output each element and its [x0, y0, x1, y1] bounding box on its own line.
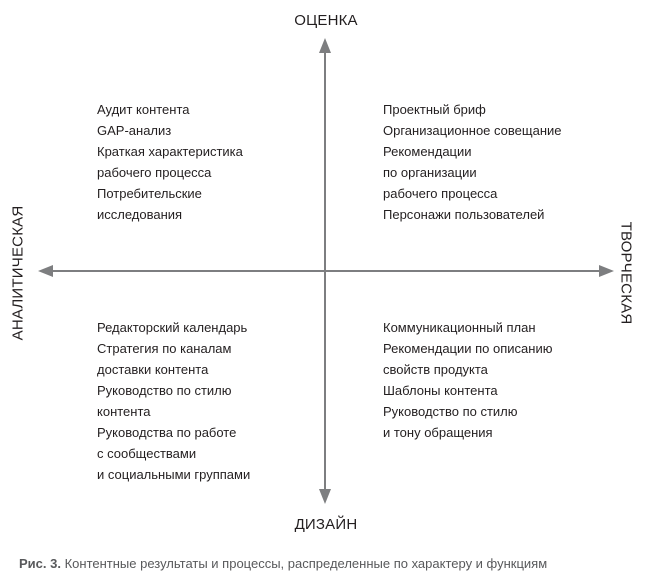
list-item: Организационное совещание	[383, 123, 562, 138]
axis-label-top: ОЦЕНКА	[294, 12, 358, 29]
list-item: Рекомендации по описанию	[383, 341, 553, 356]
list-item: Руководства по работе	[97, 425, 237, 440]
list-item: рабочего процесса	[383, 186, 498, 201]
list-item: Шаблоны контента	[383, 383, 498, 398]
list-item: и социальными группами	[97, 467, 251, 482]
axis-label-bottom: ДИЗАЙН	[294, 516, 358, 533]
arrow-up	[319, 38, 331, 53]
list-item: с сообществами	[97, 446, 197, 461]
list-item: Руководство по стилю	[97, 383, 232, 398]
list-item: свойств продукта	[383, 362, 488, 377]
list-item: доставки контента	[97, 362, 209, 377]
list-item: GAP-анализ	[97, 123, 172, 138]
list-item: Аудит контента	[97, 102, 190, 117]
caption-text: Контентные результаты и процессы, распределенные по характеру и функциям	[60, 556, 548, 571]
quadrant-top-right	[383, 99, 562, 225]
caption-prefix: Рис. 3.	[19, 556, 61, 571]
list-item: Руководство по стилю	[383, 404, 518, 419]
arrow-down	[319, 489, 331, 504]
list-item: Рекомендации	[383, 144, 472, 159]
list-item: Персонажи пользователей	[383, 207, 545, 222]
list-item: Коммуникационный план	[383, 320, 536, 335]
list-item: контента	[97, 404, 151, 419]
list-item: Проектный бриф	[383, 102, 486, 117]
list-item: Потребительские	[97, 186, 202, 201]
list-item: исследования	[97, 207, 183, 222]
axis-label-right: ТВОРЧЕСКАЯ	[617, 221, 635, 325]
list-item: Редакторский календарь	[97, 320, 248, 335]
list-item: и тону обращения	[383, 425, 493, 440]
quadrant-bottom-right	[383, 317, 552, 443]
quadrant-top-left	[97, 99, 243, 225]
list-item: Краткая характеристика	[97, 144, 243, 159]
figure-caption	[19, 556, 649, 571]
list-item: рабочего процесса	[97, 165, 212, 180]
arrow-right	[599, 265, 614, 277]
list-item: Стратегия по каналам	[97, 341, 232, 356]
arrow-left	[38, 265, 53, 277]
quadrant-bottom-left	[97, 317, 250, 485]
list-item: по организации	[383, 165, 477, 180]
axis-label-left: АНАЛИТИЧЕСКАЯ	[9, 205, 27, 341]
